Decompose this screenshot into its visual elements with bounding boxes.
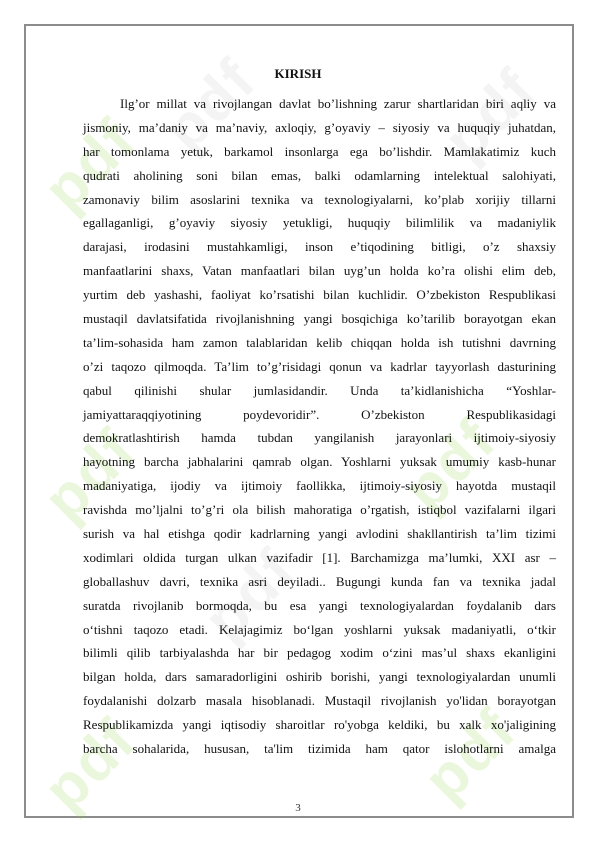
text-line: mustaqil davlatsifatida rivojlanishning yangi bosqichiga ko’tarilib borayotgan ekan xyxy=(83,311,556,327)
text-line: foydalanishi dolzarb masala hisoblanadi. Mustaqil rivojlanish yo'lidan borayotgan xyxy=(83,693,556,709)
text-line: suratda rivojlanib bormoqda, bu esa yangi texnologiyalardan foydalanib dars xyxy=(83,597,556,613)
text-line: zamonaviy bilim asoslarini texnika va texnologiyalarni, ko’plab xorijiy tillarni xyxy=(83,191,556,207)
watermark-text: pdf xyxy=(150,45,269,164)
text-line: demokratlashtirish hamda tubdan yangilanish jarayonlari ijtimoiy-siyosiy xyxy=(83,430,556,446)
text-line: Respublikamizda yangi iqtisodiy sharoitlar ro'yobga keldiki, bu xalk xo'jaligining xyxy=(83,717,556,733)
text-line: globallashuv davri, texnika asri deyiladi.. Bugungi kunda fan va texnika jadal xyxy=(83,573,556,589)
watermark-text: pdf xyxy=(30,415,149,534)
watermark-text: pdf xyxy=(30,705,149,824)
text-line: surish va hal etishga qodir kadrlarning yangi avlodini shakllantirish ta’lim tizimi xyxy=(83,526,556,542)
page-title: KIRISH xyxy=(274,66,322,81)
text-line: jismoniy, ma’daniy va ma’naviy, axloqiy, g’oyaviy – siyosiy va huquqiy juhatdan, xyxy=(83,119,556,135)
text-line: Ilg’or millat va rivojlangan davlat bo’lishning zarur shartlaridan biri aqliy va xyxy=(120,96,556,111)
page-number: 3 xyxy=(295,802,301,814)
text-line: yurtim deb yashashi, faoliyat ko’rsatishi bilan kuchlidir. O’zbekiston Respublikasi xyxy=(83,287,556,303)
text-line: barcha sohalarida, hususan, ta'lim tizimida ham qator islohotlarni amalga xyxy=(83,741,556,757)
text-line: qabul qilinishi shular jumlasidandir. Unda ta’kidlanishicha “Yoshlar- xyxy=(83,382,556,398)
text-line: har tomonlama yetuk, barkamol insonlarga ega bo’lishdir. Mamlakatimiz kuch xyxy=(83,143,556,159)
body-paragraph xyxy=(83,92,556,761)
text-line: egallaganligi, g’oyaviy siyosiy yetukligi, huquqiy bilimlilik va madaniylik xyxy=(83,215,556,231)
text-line: bilgan holda, dars samaradorligini oshirib borishi, yangi texnologiyalardan unumli xyxy=(83,669,556,685)
text-line: qudrati aholining soni bilan emas, balki odamlarning intelektual salohiyati, xyxy=(83,167,556,183)
watermark-text: pdf xyxy=(430,55,549,174)
watermark-text: pdf xyxy=(390,405,509,524)
text-line: ta’lim-sohasida ham zamon talablaridan kelib chiqqan holda ish tutishni davrning xyxy=(83,334,556,350)
text-line: ravishda mo’ljalni to’g’ri ola bilish mahoratiga o’rgatish, istiqbol vazifalarni ilgari xyxy=(83,502,556,518)
text-line: darajasi, irodasini mustahkamligi, inson e’tiqodining bitligi, o’z shaxsiy xyxy=(83,239,556,255)
text-line: o’zi taqozo qilmoqda. Ta’lim to’g’risidagi qonun va kadrlar tayyorlash dasturining xyxy=(83,358,556,374)
watermark-text: pdf xyxy=(410,695,529,814)
text-line: hayotning barcha jabhalarini qamrab olgan. Yoshlarni yuksak umumiy kasb-hunar xyxy=(83,454,556,470)
text-line: bilimli qilib tarbiyalashda har bir pedagog xodim o‘zini mas’ul shaxs ekanligini xyxy=(83,645,556,661)
text-line: xodimlari oldida turgan ulkan vazifadir [1]. Barchamizga ma’lumki, XXI asr – xyxy=(83,549,556,565)
text-line: manfaatlarini shaxs, Vatan manfaatlari bilan uyg’un holda ko’ra olishi elim deb, xyxy=(83,263,556,279)
text-line: o‘tishni taqozo etadi. Kelajagimiz bo‘lgan yoshlarni yuksak madaniyatli, o‘tkir xyxy=(83,621,556,637)
watermark-text: pdf xyxy=(190,535,309,654)
text-line: jamiyattaraqqiyotining poydevoridir”. O’zbekiston Respublikasidagi xyxy=(83,406,556,422)
text-line: madaniyatiga, ijodiy va ijtimoiy faollikka, ijtimoiy-siyosiy hayotda mustaqil xyxy=(83,478,556,494)
watermark-text: pdf xyxy=(30,105,149,224)
